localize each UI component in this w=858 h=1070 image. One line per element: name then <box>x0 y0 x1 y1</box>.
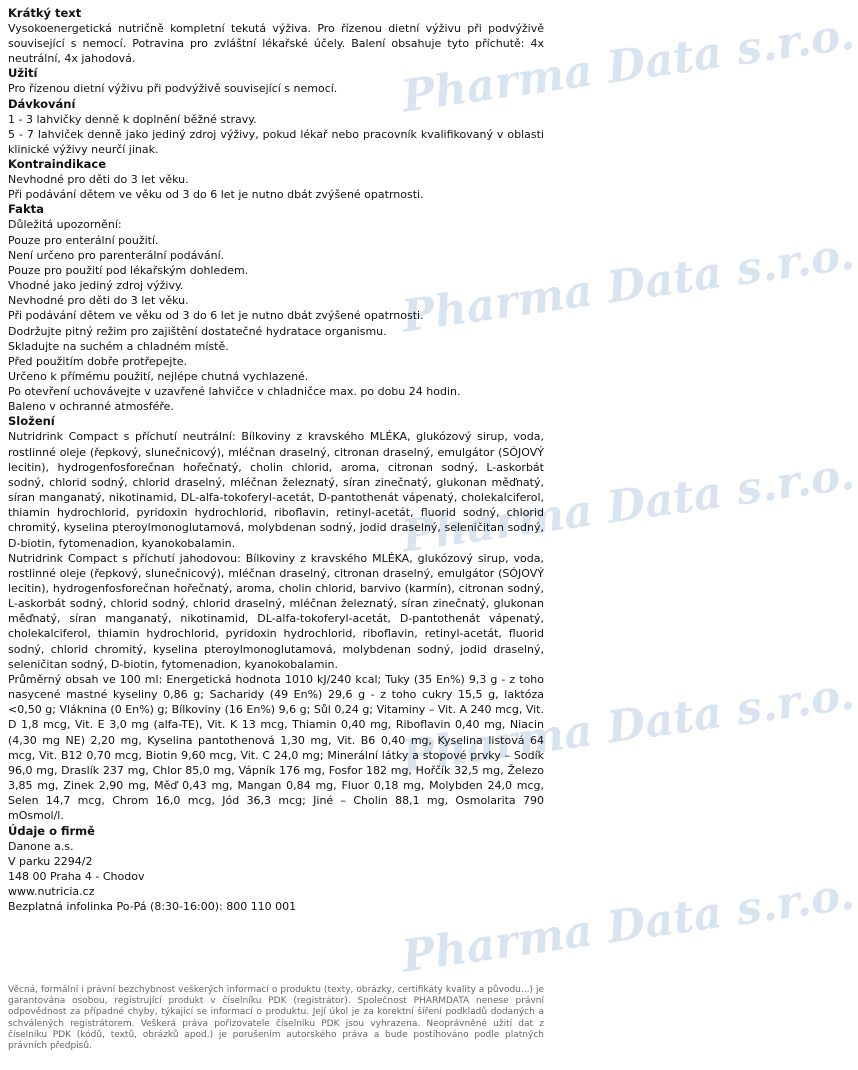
text-line: Danone a.s. <box>8 839 74 853</box>
section-kratky-text <box>8 6 544 66</box>
section-heading: Složení <box>8 414 55 429</box>
text-line: Při podávání dětem ve věku od 3 do 6 let je nutno dbát zvýšené opatrnosti. <box>8 309 424 323</box>
product-info-document <box>8 6 544 914</box>
text-line: Důležitá upozornění: <box>8 218 122 232</box>
text-line: www.nutricia.cz <box>8 884 95 898</box>
text-line: Dodržujte pitný režim pro zajištění dostatečné hydratace organismu. <box>8 324 387 338</box>
section-heading: Užití <box>8 66 38 81</box>
watermark: Pharma Data s.r.o. <box>398 8 858 123</box>
section-heading: Údaje o firmě <box>8 823 95 838</box>
section-heading: Krátký text <box>8 6 82 20</box>
section-slozeni <box>8 414 544 823</box>
section-fakta <box>8 202 544 414</box>
paragraph: Při podávání dětem ve věku od 3 do 6 let je nutno dbát zvýšené opatrnosti. <box>8 188 424 202</box>
section-udaje-o-firme <box>8 824 544 915</box>
section-kontraindikace <box>8 157 544 202</box>
legal-disclaimer: Věcná, formální i právní bezchybnost veškerých informací o produktu (texty, obrázky, certifikáty kvality a původu...) je garantována osobou, registrující produkt v číselníku PDK (registrátor). Společnost PHARMDATA nenese právní odpovědnost za případné chyby, týkající se informací o produktu. Její úkol je za korektní šíření podkladů dodaných a schválených registrátorem. Veškerá práva pořizovatele číselníku PDK jsou vyhrazena. Neoprávněné užití dat z číselníku PDK (kódů, textů, obrázků apod.) je porušením autorského práva a bude postihováno podle platných právních předpisů. <box>8 985 544 1052</box>
watermark: Pharma Data s.r.o. <box>398 448 858 563</box>
paragraph: 1 - 3 lahvičky denně k doplnění běžné stravy. <box>8 112 257 126</box>
paragraph: Pro řízenou dietní výživu při podvýživě související s nemocí. <box>8 82 338 96</box>
text-line: Pouze pro enterální použití. <box>8 233 159 247</box>
section-heading: Kontraindikace <box>8 157 107 172</box>
text-line: Před použitím dobře protřepejte. <box>8 354 188 368</box>
text-line: 148 00 Praha 4 - Chodov <box>8 869 145 883</box>
section-uziti <box>8 66 544 96</box>
paragraph: Průměrný obsah ve 100 ml: Energetická hodnota 1010 kJ/240 kcal; Tuky (35 En%) 9,3 g - z toho nasycené mastné kyseliny 0,86 g; Sacharidy (49 En%) 29,6 g - z toho cukry 15,5 g, laktóza <0,50 g; Vláknina (0 En%) g; Bílkoviny (16 En%) 9,6 g; Sůl 0,24 g; Vitaminy – Vit. A 240 mcg, Vit. D 1,8 mcg, Vit. E 3,0 mg (alfa-TE), Vit. K 13 mcg, Thiamin 0,40 mg, Riboflavin 0,40 mg, Niacin (4,30 mg NE) 2,20 mg, Kyselina pantothenová 1,30 mg, Vit. B6 0,40 mg, Kyselina listová 64 mcg, Vit. B12 0,70 mcg, Biotin 9,60 mcg, Vit. C 24,0 mg; Minerální látky a stopové prvky – Sodík 96,0 mg, Draslík 237 mg, Chlor 85,0 mg, Vápník 176 mg, Fosfor 182 mg, Hořčík 32,5 mg, Železo 3,85 mg, Zinek 2,90 mg, Měď 0,43 mg, Mangan 0,84 mg, Fluor 0,18 mg, Molybden 24,0 mcg, Selen 14,7 mcg, Chrom 16,0 mcg, Jód 36,3 mcg; Jiné – Cholin 88,1 mg, Osmolarita 790 mOsmol/l. <box>8 672 544 823</box>
text-line: Pouze pro použití pod lékařským dohledem. <box>8 263 249 277</box>
text-line: Bezplatná infolinka Po-Pá (8:30-16:00): 800 110 001 <box>8 900 297 914</box>
paragraph: Nevhodné pro děti do 3 let věku. <box>8 173 189 187</box>
paragraph: Nutridrink Compact s příchutí neutrální: Bílkoviny z kravského MLÉKA, glukózový sirup, voda, rostlinné oleje (řepkový, slunečnicový), mléčnan draselný, citronan draselný, emulgátor (SÓJOVÝ lecitin), hydrogenfosforečnan hořečnatý, cholin chlorid, aroma, citronan sodný, L-askorbát sodný, chlorid sodný, chlorid draselný, mléčnan železnatý, síran zinečnatý, glukonan měďnatý, síran manganatý, nikotinamid, DL-alfa-tokoferyl-acetát, D-pantothenát vápenatý, cholekalciferol, thiamin hydrochlorid, pyridoxin hydrochlorid, riboflavin, retinyl-acetát, fluorid sodný, chlorid chromitý, kyselina pteroylmonoglutamová, molybdenan sodný, jodid draselný, seleničitan sodný, D-biotin, fytomenadion, kyanokobalamin. <box>8 430 544 550</box>
paragraph: Nutridrink Compact s příchutí jahodovou: Bílkoviny z kravského MLÉKA, glukózový sirup, voda, rostlinné oleje (řepkový, slunečnicový), mléčnan draselný, citronan draselný, emulgátor (SÓJOVÝ lecitin), hydrogenfosforečnan hořečnatý, aroma, cholin chlorid, barvivo (karmín), citronan sodný, L-askorbát sodný, chlorid sodný, chlorid draselný, mléčnan železnatý, síran zinečnatý, glukonan měďnatý, síran manganatý, nikotinamid, DL-alfa-tokoferyl-acetát, D-pantothenát vápenatý, cholekalciferol, thiamin hydrochlorid, pyridoxin hydrochlorid, riboflavin, retinyl-acetát, fluorid sodný, chlorid chromitý, kyselina pteroylmonoglutamová, molybdenan sodný, jodid draselný, seleničitan sodný, D-biotin, fytomenadion, kyanokobalamin. <box>8 551 544 671</box>
section-davkovani <box>8 97 544 157</box>
text-line: Nevhodné pro děti do 3 let věku. <box>8 294 189 308</box>
text-line: Určeno k přímému použití, nejlépe chutná vychlazené. <box>8 369 309 383</box>
text-line: V parku 2294/2 <box>8 854 93 868</box>
paragraph: Vysokoenergetická nutričně kompletní tekutá výživa. Pro řízenou dietní výživu při podvýživě související s nemocí. Potravina pro zvláštní lékařské účely. Balení obsahuje tyto příchutě: 4x neutrální, 4x jahodová. <box>8 22 544 66</box>
section-heading: Fakta <box>8 202 44 217</box>
text-line: Skladujte na suchém a chladném místě. <box>8 339 229 353</box>
section-heading: Dávkování <box>8 96 76 111</box>
watermark: Pharma Data s.r.o. <box>398 668 858 783</box>
watermark: Pharma Data s.r.o. <box>398 868 858 983</box>
paragraph: 5 - 7 lahviček denně jako jediný zdroj výživy, pokud lékař nebo pracovník kvalifikovaný v oblasti klinické výživy neurčí jinak. <box>8 127 544 156</box>
text-line: Po otevření uchovávejte v uzavřené lahvičce v chladničce max. po dobu 24 hodin. <box>8 385 461 399</box>
text-line: Baleno v ochranné atmosféře. <box>8 400 174 414</box>
text-line: Není určeno pro parenterální podávání. <box>8 248 225 262</box>
text-line: Vhodné jako jediný zdroj výživy. <box>8 279 184 293</box>
watermark: Pharma Data s.r.o. <box>398 228 858 343</box>
